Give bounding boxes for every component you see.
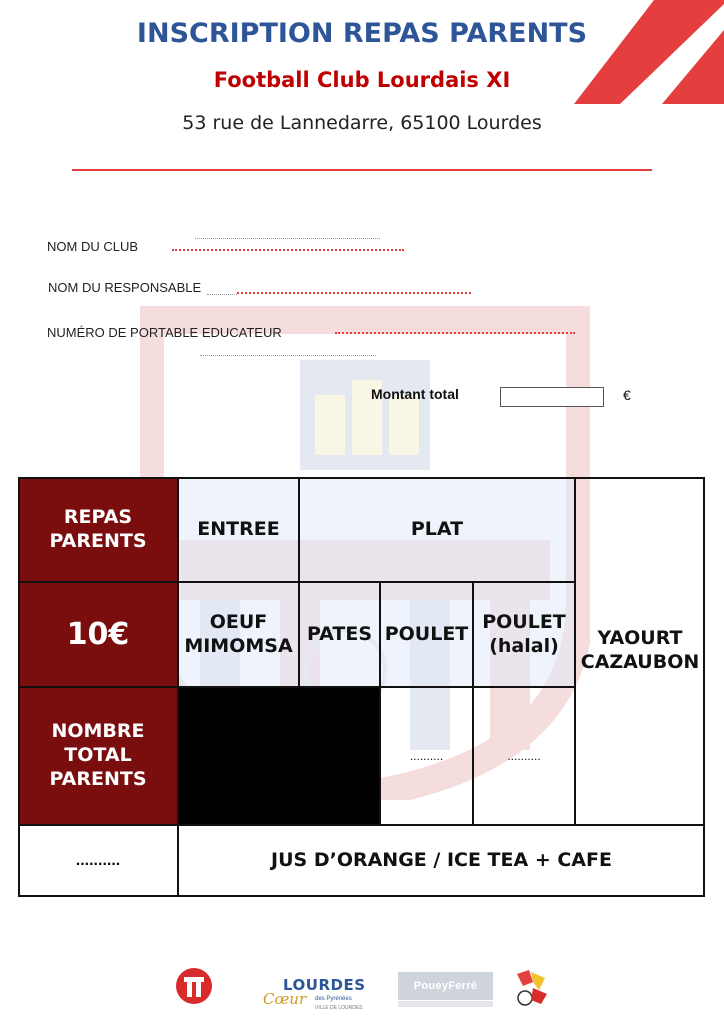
total-amount-input[interactable] <box>500 387 604 407</box>
table-border-top <box>18 477 705 479</box>
price-cell: 10€ <box>18 582 178 687</box>
plat-item-poulet: POULET <box>380 582 473 687</box>
club-address: 53 rue de Lannedarre, 65100 Lourdes <box>182 112 542 134</box>
corner-stripes-decoration <box>534 0 724 110</box>
club-name-label: NOM DU CLUB <box>47 239 139 254</box>
table-line <box>18 824 705 826</box>
phone-field[interactable] <box>335 332 575 334</box>
table-border-right <box>703 477 705 897</box>
plat-item-poulet-halal: POULET (halal) <box>473 582 575 687</box>
entree-item-cell: OEUF MIMOMSA <box>178 582 299 687</box>
poueyferre-logo-band <box>398 1001 493 1007</box>
club-name-guide-line <box>195 238 380 239</box>
table-line <box>472 582 474 825</box>
menu-table <box>18 477 705 897</box>
club-name-field[interactable] <box>172 249 404 251</box>
table-line <box>18 686 575 688</box>
total-parents-field[interactable]: .......... <box>75 852 121 869</box>
blocked-cell <box>178 687 380 825</box>
table-line <box>18 581 575 583</box>
dessert-cell: YAOURT CAZAUBON <box>580 627 700 673</box>
table-line <box>574 477 576 825</box>
lourdes-logo-subtitle-2: VILLE DE LOURDES <box>315 1005 363 1011</box>
table-border-left <box>18 477 20 897</box>
table-line <box>177 477 179 897</box>
manager-name-field[interactable] <box>237 292 471 294</box>
column-header-plat: PLAT <box>299 477 575 582</box>
page-title: INSCRIPTION REPAS PARENTS <box>136 18 588 49</box>
drinks-cell: JUS D’ORANGE / ICE TEA + CAFE <box>271 849 612 872</box>
column-header-entree: ENTREE <box>178 477 299 582</box>
table-border-bottom <box>18 895 705 897</box>
phone-label: NUMÉRO DE PORTABLE EDUCATEUR <box>47 325 282 340</box>
lourdes-logo-title: LOURDES <box>283 976 366 994</box>
manager-guide-line <box>207 294 237 295</box>
currency-symbol: € <box>623 387 631 403</box>
lourdes-logo-subtitle: des Pyrénées <box>315 996 352 1002</box>
club-emblem-logo <box>175 967 213 1005</box>
count-poulet-halal-field[interactable]: .......... <box>507 748 541 763</box>
phone-guide-line <box>200 355 376 356</box>
lourdes-city-logo <box>253 976 365 1012</box>
row-header-count: NOMBRE TOTAL PARENTS <box>18 687 178 825</box>
total-amount-label: Montant total <box>371 386 459 402</box>
mascot-logo <box>513 968 549 1008</box>
row-header-meal: REPAS PARENTS <box>18 477 178 582</box>
table-line <box>379 582 381 825</box>
manager-name-label: NOM DU RESPONSABLE <box>48 280 202 295</box>
poueyferre-logo: PoueyFerré <box>398 972 493 1000</box>
count-poulet-field[interactable]: .......... <box>409 748 444 763</box>
club-name-heading: Football Club Lourdais XI <box>213 68 511 92</box>
table-line <box>298 477 300 687</box>
plat-item-pates: PATES <box>299 582 380 687</box>
header-divider <box>72 169 652 171</box>
lourdes-logo-script: Cœur <box>263 990 307 1008</box>
